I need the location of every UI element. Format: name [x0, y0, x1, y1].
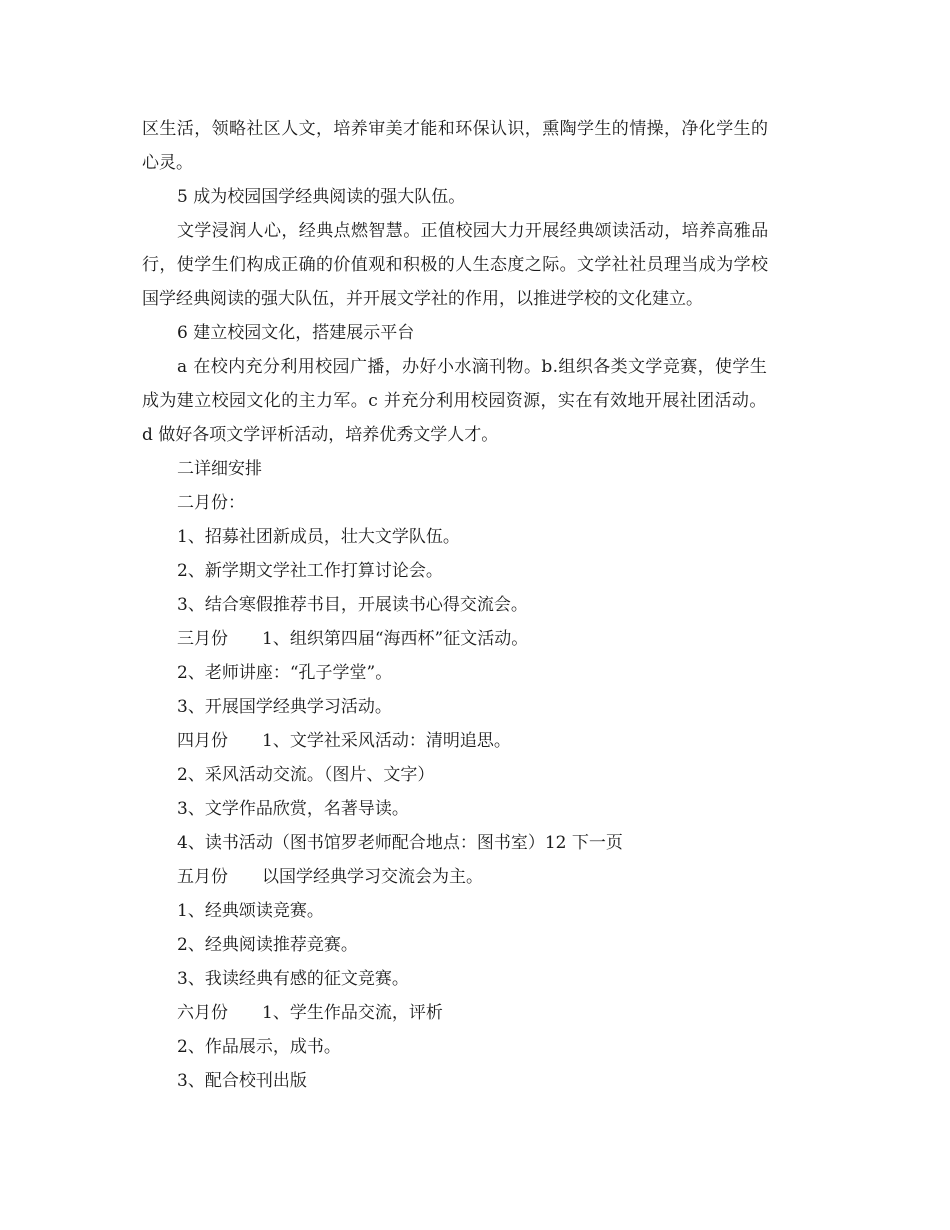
paragraph-line: 区生活，领略社区人文，培养审美才能和环保认识，熏陶学生的情操，净化学生的: [142, 119, 769, 139]
section-heading: 5 成为校园国学经典阅读的强大队伍。: [177, 187, 466, 207]
month-heading: 四月份 1、文学社采风活动：清明追思。: [177, 731, 511, 751]
list-item: 2、作品展示，成书。: [177, 1037, 341, 1057]
paragraph-line: 行，使学生们构成正确的价值观和积极的人生态度之际。文学社社员理当成为学校: [142, 255, 769, 275]
list-item: 2、新学期文学社工作打算讨论会。: [177, 561, 443, 581]
paragraph-line: 成为建立校园文化的主力军。c 并充分利用校园资源，实在有效地开展社团活动。: [142, 391, 767, 411]
list-item: 3、开展国学经典学习活动。: [177, 697, 392, 717]
section-heading: 二详细安排: [177, 459, 262, 479]
list-item: 1、招募社团新成员，壮大文学队伍。: [177, 527, 460, 547]
list-item: 2、老师讲座：“孔子学堂”。: [177, 663, 393, 683]
list-item: 2、采风活动交流。（图片、文字）: [177, 765, 435, 785]
list-item: 3、文学作品欣赏，名著导读。: [177, 799, 409, 819]
paragraph-line: a 在校内充分利用校园广播，办好小水滴刊物。b.组织各类文学竞赛，使学生: [177, 357, 768, 377]
month-heading: 二月份：: [177, 493, 245, 513]
paragraph-line: 心灵。: [142, 153, 193, 173]
list-item: 3、我读经典有感的征文竞赛。: [177, 969, 409, 989]
list-item: 2、经典阅读推荐竞赛。: [177, 935, 358, 955]
list-item: 3、配合校刊出版: [177, 1071, 307, 1091]
list-item: 1、经典颂读竞赛。: [177, 901, 324, 921]
paragraph-line: d 做好各项文学评析活动，培养优秀文学人才。: [142, 425, 499, 445]
list-item: 3、结合寒假推荐书目，开展读书心得交流会。: [177, 595, 528, 615]
section-heading: 6 建立校园文化，搭建展示平台: [177, 323, 415, 343]
paragraph-line: 国学经典阅读的强大队伍，并开展文学社的作用，以推进学校的文化建立。: [142, 289, 703, 309]
month-heading: 三月份 1、组织第四届“海西杯”征文活动。: [177, 629, 529, 649]
paragraph-line: 文学浸润人心，经典点燃智慧。正值校园大力开展经典颂读活动，培养高雅品: [177, 221, 769, 241]
month-heading: 五月份 以国学经典学习交流会为主。: [177, 867, 483, 887]
list-item: 4、读书活动（图书馆罗老师配合地点：图书室）12 下一页: [177, 833, 623, 853]
month-heading: 六月份 1、学生作品交流，评析: [177, 1003, 443, 1023]
